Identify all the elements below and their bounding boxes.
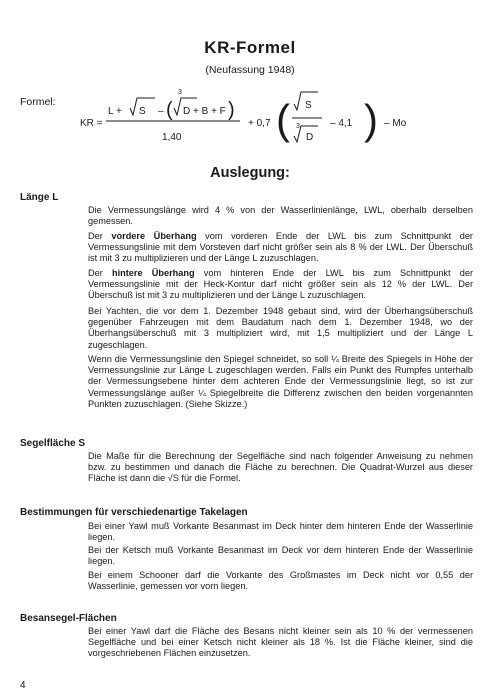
kr-formula [80, 84, 480, 154]
laenge-paragraph-3 [88, 268, 473, 302]
formula-label: Formel: [20, 96, 56, 108]
takelagen-paragraph-1: Bei einer Yawl muß Vorkante Besanmast im Deck hinter dem hinteren Ende der Wasserlinie liegen. [88, 521, 473, 543]
besan-paragraph-1: Bei einer Yawl darf die Fläche des Besans nicht kleiner sein als 10 % der vermessenen Segelfläche und bei einer Ketsch nicht kleiner als 18 %. Ist die Fläche kleiner, sind die vorgeschriebenen Flächen einzusetzen. [88, 626, 473, 659]
text-span: vom hinteren Ende der LWL bis zum Schnittpunkt der Vermessungslinie mit der Heck-Kontur darf nicht größer sein als 12 % der LWL. Der Überschuß ist mit 3 zu multiplizieren und der Länge L zuzuschlagen. [88, 268, 474, 301]
takelagen-paragraph-3: Bei einem Schooner darf die Vorkante des Großmastes im Deck nicht vor 0,55 der Wasserlinie, gemessen vor vorn liegen. [88, 570, 473, 592]
formula-kr: KR = [80, 118, 103, 129]
heading-besansegel: Besansegel-Flächen [20, 613, 117, 624]
heading-takelagen: Bestimmungen für verschiedenartige Takelagen [20, 507, 248, 518]
formula-paren-open: ( [166, 99, 173, 121]
page-title: KR-Formel [204, 38, 296, 57]
formula-minus-mo: – Mo [384, 118, 407, 129]
formula-minus-const: – 4,1 [330, 118, 353, 129]
formula-bigparen-close: ) [364, 96, 378, 143]
formula-ratio-index: 3 [296, 123, 300, 130]
text-span: Der [88, 268, 112, 278]
page-subtitle: (Neufassung 1948) [205, 64, 295, 76]
formula-ratio-den: D [306, 132, 314, 143]
text-span: Der [88, 231, 112, 241]
section-title-auslegung: Auslegung: [210, 165, 290, 181]
laenge-paragraph-5: Wenn die Vermessungslinie den Spiegel schneidet, so soll ¼ Breite des Spiegels in Höhe der Vermessungslinie zur Länge L zugeschlagen werden. Falls ein Punkt des Rumpfes unterhalb der Vermessungsebene hinter dem achteren Ende der Vermessungslinie liegt, so ist zur Vermessungslänge außer ¼ Spiegelbreite die Differenz zwischen den beiden vorgenannten Punkten zuzuschlagen. (Siehe Skizze.) [88, 354, 473, 409]
laenge-paragraph-4: Bei Yachten, die vor dem 1. Dezember 1948 gebaut sind, wird der Überhangsüberschuß gegenüber Fahrzeugen mit dem Baudatum nach dem 1. Dezember 1948, wo der Überhangsüberschuß mit 3 multipliziert wird, mit 1,5 multipliziert und der Länge L zugeschlagen. [88, 306, 473, 350]
text-span: vom vorderen Ende der LWL bis zum Schnittpunkt der Vermessungslinie mit dem Vorsteven darf nicht größer sein als 8 % der LWL. Der Überschuß ist mit 3 zu multiplizieren und der Länge L zuzuschlagen. [88, 231, 473, 264]
segel-paragraph-1: Die Maße für die Berechnung der Segelfläche sind nach folgender Anweisung zu nehmen bzw. zu bestimmen und danach die Fläche zu berechnen. Die Quadrat-Wurzel aus dieser Fläche ist dann die √S für die Formel. [88, 451, 473, 484]
formula-denominator: 1,40 [162, 132, 182, 143]
formula-plus-factor: + 0,7 [248, 118, 271, 129]
formula-sqrt-s: S [139, 106, 146, 117]
laenge-paragraph-2 [88, 231, 473, 265]
page-number: 4 [20, 680, 26, 691]
bold-term: vordere Überhang [111, 231, 197, 241]
heading-segelflaeche: Segelfläche S [20, 438, 86, 449]
takelagen-paragraph-2: Bei der Ketsch muß Vorkante Besanmast im Deck vor dem hinteren Ende der Wasserlinie liegen. [88, 545, 473, 567]
formula-ratio-num: S [305, 100, 312, 111]
formula-graphic [80, 84, 480, 154]
formula-d-term: D + B + F [183, 106, 226, 117]
formula-minus: – [158, 106, 164, 117]
formula-root-index: 3 [178, 89, 182, 96]
formula-numerator-l: L + [108, 106, 122, 117]
laenge-paragraph-1: Die Vermessungslänge wird 4 % von der Wasserlinienlänge, LWL, oberhalb derselben gemessen. [88, 205, 473, 227]
heading-laenge: Länge L [20, 192, 59, 203]
bold-term: hintere Überhang [111, 268, 195, 278]
formula-bigparen-open: ( [276, 96, 290, 143]
formula-paren-close: ) [228, 99, 235, 121]
